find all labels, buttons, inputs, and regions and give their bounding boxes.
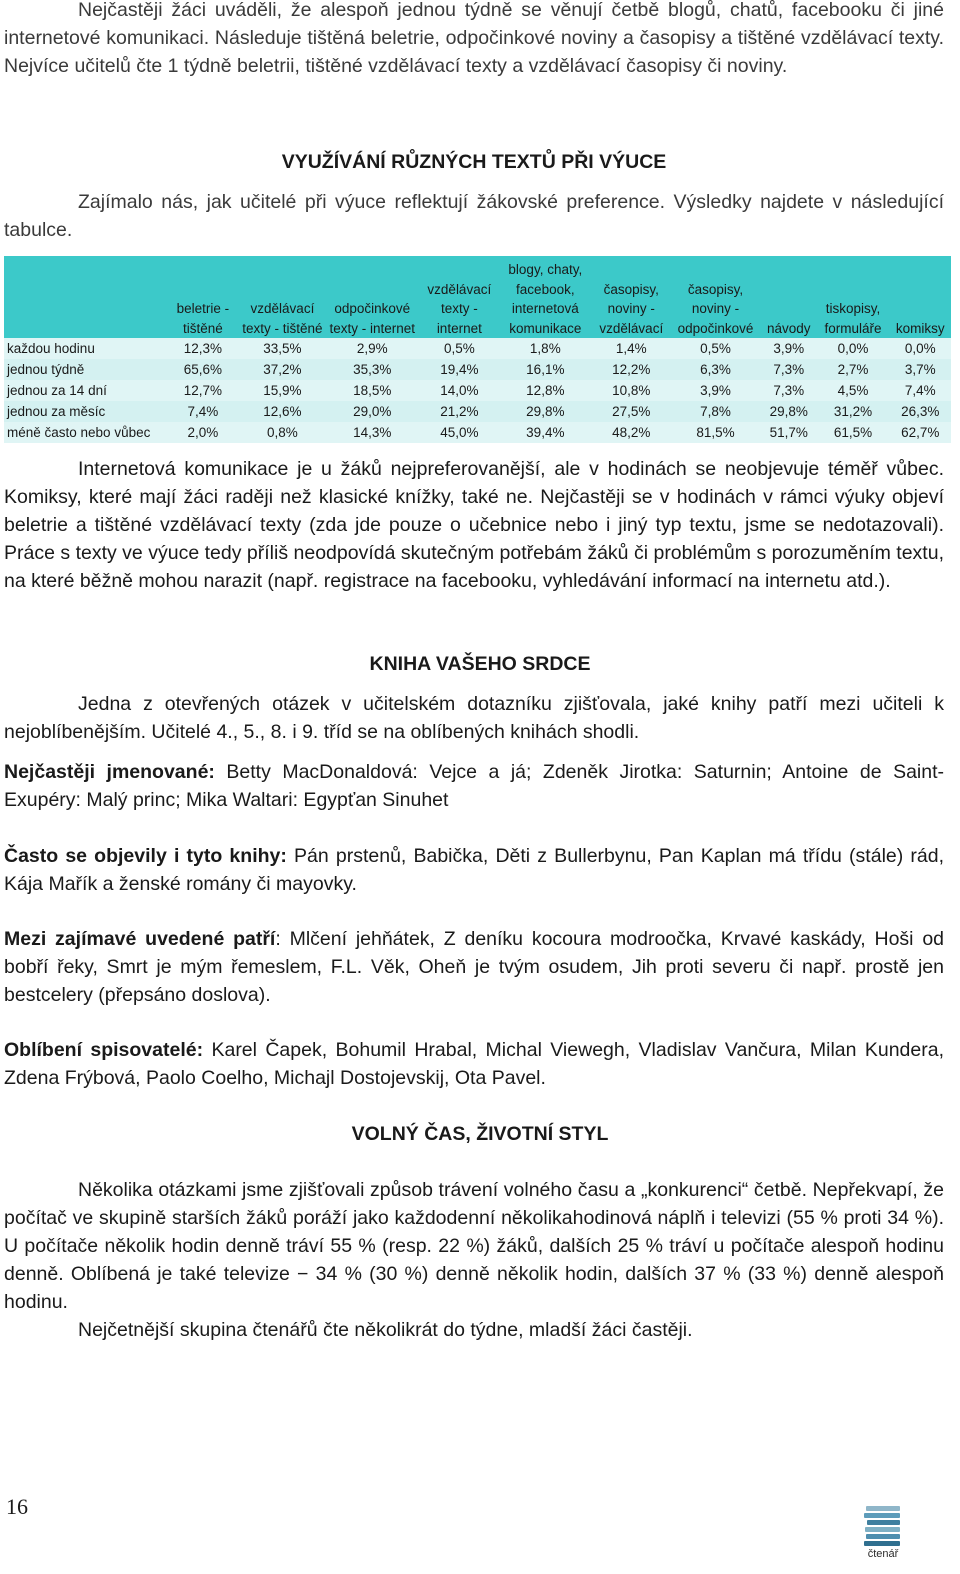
table-cell: 61,5% bbox=[816, 422, 889, 443]
table-column-header: vzdělávací texty - internet bbox=[427, 281, 492, 336]
authors-text: Karel Čapek, Bohumil Hrabal, Michal Viewegh, Vladislav Vančura, Milan Kundera, Zdena Frýbová, Paolo Coelho, Michajl Dostojevskij, Ota Pavel. bbox=[4, 1039, 944, 1089]
row-label: každou hodinu bbox=[4, 338, 165, 359]
section3-paragraph-2: Nejčetnější skupina čtenářů čte několikrát do týdne, mladší žáci častěji. bbox=[78, 1319, 693, 1341]
table-cell: 21,2% bbox=[421, 401, 498, 422]
table-cell: 31,2% bbox=[816, 401, 889, 422]
often-label: Často se objevily i tyto knihy: bbox=[4, 845, 287, 867]
table-cell: 14,3% bbox=[324, 422, 421, 443]
table-cell: 19,4% bbox=[421, 359, 498, 380]
table-cell: 7,8% bbox=[670, 401, 761, 422]
table-column-header: odpočinkové texty - internet bbox=[329, 301, 416, 336]
usage-table-wrapper bbox=[4, 256, 951, 442]
row-label: jednou týdně bbox=[4, 359, 165, 380]
most-named-text: Betty MacDonaldová: Vejce a já; Zdeněk Jirotka: Saturnin; Antoine de Saint-Exupéry: Malý princ; Mika Waltari: Egypťan Sinuhet bbox=[4, 761, 945, 811]
table-cell: 0,8% bbox=[241, 422, 324, 443]
table-cell: 37,2% bbox=[241, 359, 324, 380]
table-cell: 1,4% bbox=[593, 338, 670, 359]
section3-paragraph-1: Několika otázkami jsme zjišťovali způsob trávení volného času a „konkurenci“ četbě. Nepřekvapí, že počítač ve skupině starších žáků poráží jako každodenní několikahodinová náplň i televizi (55 % proti 34 %). U počítače několik hodin denně tráví 55 % (resp. 22 %) žáků, dalších 25 % tráví u počítače alespoň hodinu denně. Oblíbená je také televize − 34 % (30 %) denně několik hodin, dalších 37 % (33 %) denně alespoň hodinu. bbox=[4, 1179, 944, 1313]
table-column-header: beletrie - tištěné bbox=[176, 301, 230, 336]
section1-intro: Zajímalo nás, jak učitelé při výuce reflektují žákovské preference. Výsledky najdete v následující tabulce. bbox=[4, 191, 944, 241]
ctenar-logo bbox=[858, 1502, 908, 1564]
section1-after-paragraph: Internetová komunikace je u žáků nejpreferovanější, ale v hodinách se neobjevuje téměř vůbec. Komiksy, které mají žáci raději než klasické knížky, také ne. Nejčastěji se v hodinách v rámci výuky objeví beletrie a tištěné vzdělávací texty (zda jde pouze o učebnice nebo i jiný typ textu, jsme se nedotazovali). Práce s texty ve výuce tedy příliš neodpovídá skutečným potřebám žáků či problémům s porozuměním textu, na které běžně mohou narazit (např. registrace na facebooku, vyhledávání informací na internetu atd.). bbox=[4, 458, 944, 592]
table-cell: 29,8% bbox=[761, 401, 816, 422]
table-cell: 18,5% bbox=[324, 380, 421, 401]
section1-title: VYUŽÍVÁNÍ RŮZNÝCH TEXTŮ PŘI VÝUCE bbox=[281, 151, 667, 173]
table-cell: 48,2% bbox=[593, 422, 670, 443]
table-cell: 2,0% bbox=[165, 422, 241, 443]
table-column-header: komiksy bbox=[895, 320, 945, 336]
row-label: jednou za měsíc bbox=[4, 401, 165, 422]
table-column-header: návody bbox=[767, 320, 811, 336]
logo-text: čtenář bbox=[867, 1548, 899, 1560]
table-cell: 51,7% bbox=[761, 422, 816, 443]
table-row bbox=[4, 422, 951, 443]
section2-title: KNIHA VAŠEHO SRDCE bbox=[369, 653, 591, 675]
table-cell: 1,8% bbox=[498, 338, 593, 359]
most-named-label: Nejčastěji jmenované: bbox=[4, 761, 215, 783]
authors-label: Oblíbení spisovatelé: bbox=[4, 1039, 204, 1061]
page-number: 16 bbox=[6, 1494, 28, 1519]
table-cell: 45,0% bbox=[421, 422, 498, 443]
table-cell: 15,9% bbox=[241, 380, 324, 401]
table-column-header: časopisy, noviny - vzdělávací bbox=[599, 281, 664, 336]
table-cell: 39,4% bbox=[498, 422, 593, 443]
interesting-text: : Mlčení jehňátek, Z deníku kocoura modroočka, Krvavé kaskády, Hoši od bobří řeky, Smrt je mým řemeslem, F.L. Věk, Oheň je tvým osudem, Jih proti severu či např. prostě jen bestcelery (přepsáno doslova). bbox=[4, 928, 945, 1006]
table-cell: 12,6% bbox=[241, 401, 324, 422]
row-label: méně často nebo vůbec bbox=[4, 422, 165, 443]
table-corner-cell bbox=[4, 256, 165, 338]
table-cell: 14,0% bbox=[421, 380, 498, 401]
table-column-header: blogy, chaty, facebook, internetová komunikace bbox=[508, 262, 583, 336]
book-stack-icon bbox=[858, 1502, 908, 1548]
row-label: jednou za 14 dní bbox=[4, 380, 165, 401]
table-cell: 4,5% bbox=[816, 380, 889, 401]
table-cell: 35,3% bbox=[324, 359, 421, 380]
table-cell: 2,9% bbox=[324, 338, 421, 359]
interesting-label: Mezi zajímavé uvedené patří bbox=[4, 928, 276, 950]
table-cell: 0,0% bbox=[816, 338, 889, 359]
section3-title: VOLNÝ ČAS, ŽIVOTNÍ STYL bbox=[351, 1123, 609, 1145]
most-named-books bbox=[4, 758, 944, 814]
table-cell: 12,7% bbox=[165, 380, 241, 401]
table-cell: 3,9% bbox=[670, 380, 761, 401]
table-cell: 29,0% bbox=[324, 401, 421, 422]
table-cell: 16,1% bbox=[498, 359, 593, 380]
table-cell: 2,7% bbox=[816, 359, 889, 380]
table-column-header: vzdělávací texty - tištěné bbox=[242, 301, 323, 336]
table-cell: 10,8% bbox=[593, 380, 670, 401]
section2-intro: Jedna z otevřených otázek v učitelském dotazníku zjišťovala, jaké knihy patří mezi učiteli k nejoblíbenějším. Učitelé 4., 5., 8. i 9. tříd se na oblíbených knihách shodli. bbox=[4, 693, 944, 743]
table-cell: 65,6% bbox=[165, 359, 241, 380]
table-cell: 26,3% bbox=[890, 401, 951, 422]
table-cell: 33,5% bbox=[241, 338, 324, 359]
table-cell: 12,2% bbox=[593, 359, 670, 380]
table-cell: 29,8% bbox=[498, 401, 593, 422]
table-cell: 7,3% bbox=[761, 359, 816, 380]
table-column-header: časopisy, noviny - odpočinkové bbox=[677, 281, 754, 336]
table-cell: 3,7% bbox=[890, 359, 951, 380]
table-cell: 3,9% bbox=[761, 338, 816, 359]
often-text: Pán prstenů, Babička, Děti z Bullerbynu, Pan Kaplan má třídu (stále) rád, Kája Mařík a ženské romány či mayovky. bbox=[4, 845, 944, 895]
table-cell: 0,5% bbox=[670, 338, 761, 359]
table-row bbox=[4, 338, 951, 359]
table-cell: 0,0% bbox=[890, 338, 951, 359]
table-row bbox=[4, 359, 951, 380]
table-cell: 6,3% bbox=[670, 359, 761, 380]
table-cell: 27,5% bbox=[593, 401, 670, 422]
table-cell: 7,3% bbox=[761, 380, 816, 401]
usage-table bbox=[4, 256, 951, 443]
table-row bbox=[4, 380, 951, 401]
interesting-books bbox=[4, 925, 944, 1009]
table-cell: 12,3% bbox=[165, 338, 241, 359]
table-column-header: tiskopisy, formuláře bbox=[824, 301, 882, 336]
table-cell: 7,4% bbox=[890, 380, 951, 401]
table-cell: 7,4% bbox=[165, 401, 241, 422]
table-cell: 62,7% bbox=[890, 422, 951, 443]
table-cell: 12,8% bbox=[498, 380, 593, 401]
table-row bbox=[4, 401, 951, 422]
often-books bbox=[4, 842, 944, 898]
favorite-authors bbox=[4, 1036, 944, 1092]
intro-paragraph: Nejčastěji žáci uváděli, že alespoň jednou týdně se věnují četbě blogů, chatů, facebooku či jiné internetové komunikaci. Následuje tištěná beletrie, odpočinkové noviny a časopisy a tištěné vzdělávací texty. Nejvíce učitelů čte 1 týdně beletrii, tištěné vzdělávací texty a vzdělávací časopisy či noviny. bbox=[4, 0, 944, 77]
table-header-row bbox=[4, 256, 951, 338]
table-cell: 81,5% bbox=[670, 422, 761, 443]
table-cell: 0,5% bbox=[421, 338, 498, 359]
